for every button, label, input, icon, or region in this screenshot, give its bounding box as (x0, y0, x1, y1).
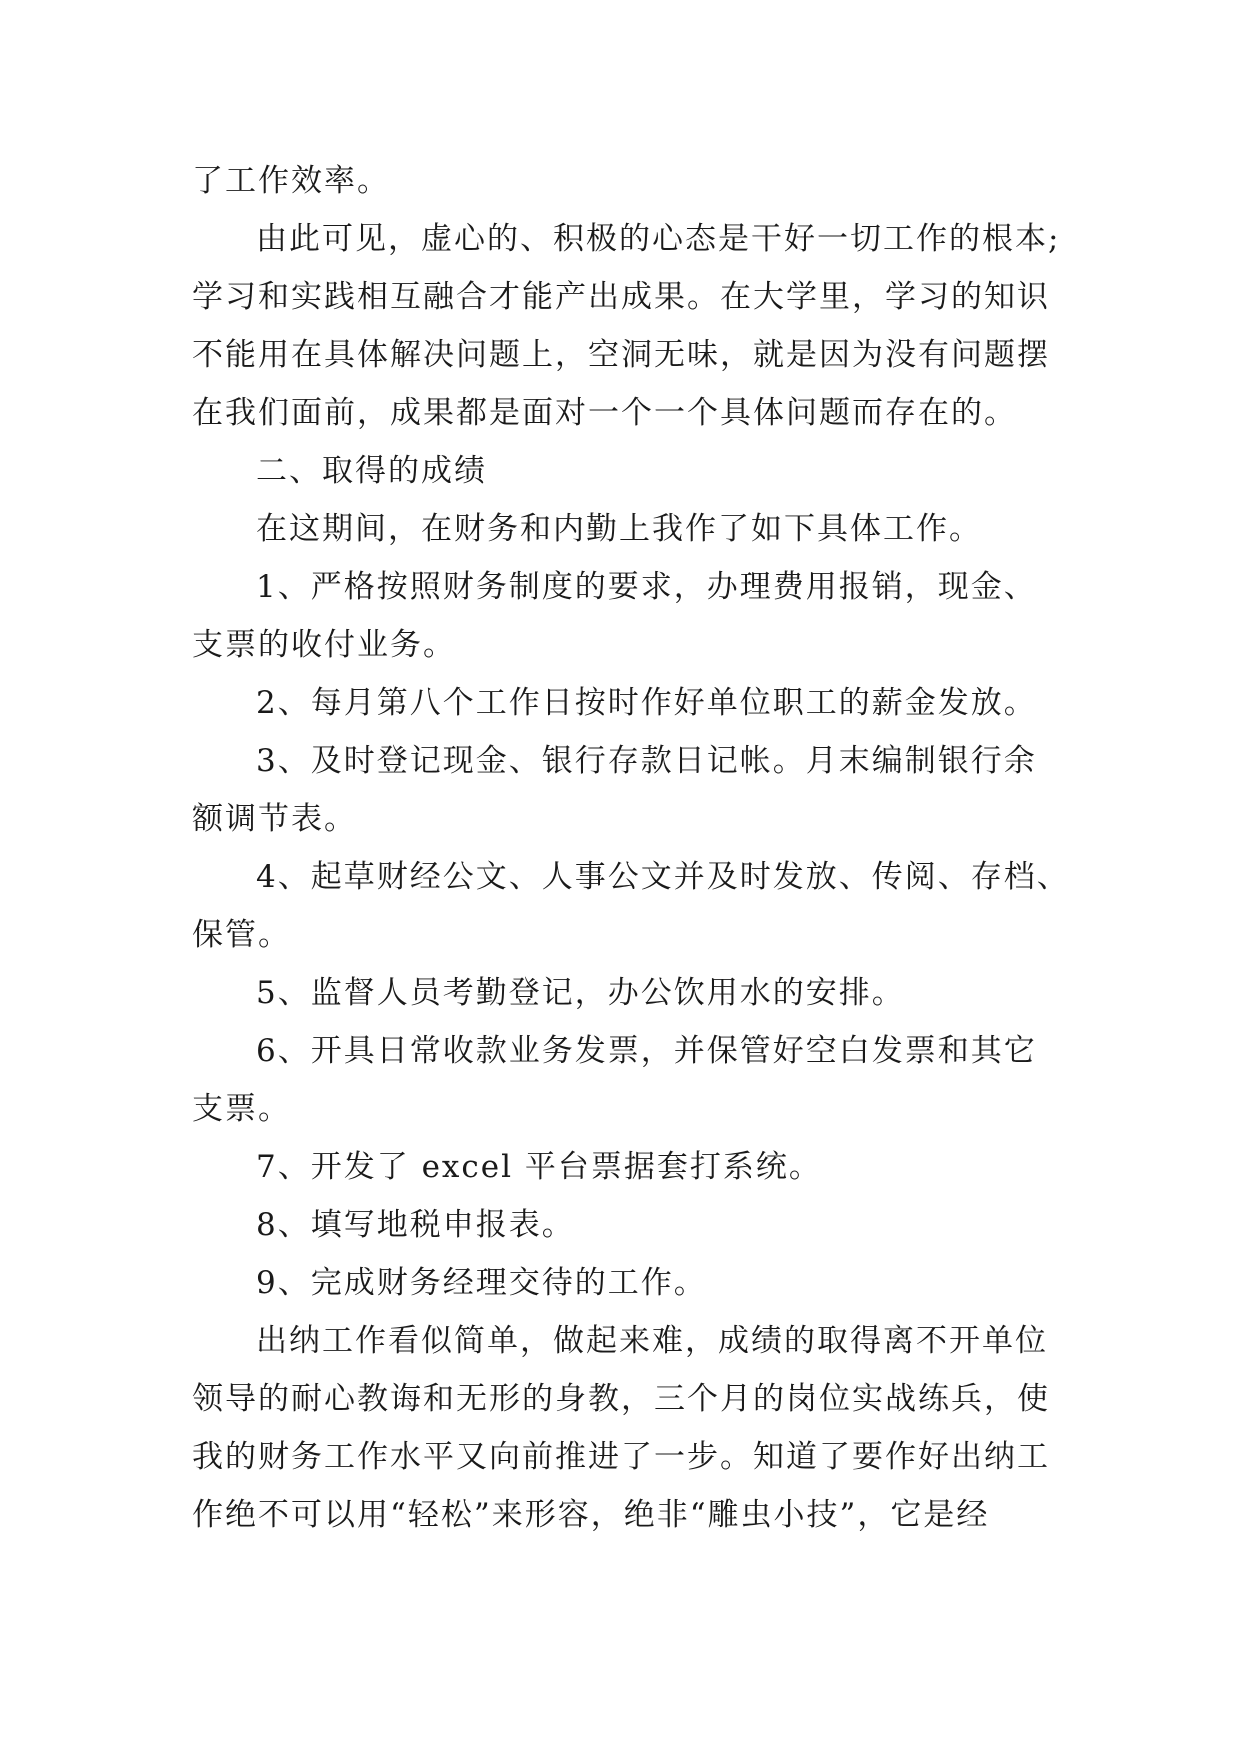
list-item: 7、开发了 excel 平台票据套打系统。 (256, 1149, 822, 1185)
text-line: 不能用在具体解决问题上，空洞无味，就是因为没有问题摆 (192, 337, 1050, 373)
text-line: 在我们面前，成果都是面对一个一个具体问题而存在的。 (192, 395, 1017, 431)
list-item: 1、严格按照财务制度的要求，办理费用报销，现金、 (256, 569, 1037, 605)
list-item: 2、每月第八个工作日按时作好单位职工的薪金发放。 (256, 685, 1037, 721)
list-item: 3、及时登记现金、银行存款日记帐。月末编制银行余 (256, 743, 1037, 779)
text-line: 在这期间，在财务和内勤上我作了如下具体工作。 (256, 511, 982, 547)
text-line: 作绝不可以用“轻松”来形容，绝非“雕虫小技”，它是经 (192, 1497, 990, 1533)
text-line: 由此可见，虚心的、积极的心态是干好一切工作的根本; (256, 221, 1061, 257)
text-line: 支票的收付业务。 (192, 627, 456, 663)
text-line: 学习和实践相互融合才能产出成果。在大学里，学习的知识 (192, 279, 1050, 315)
text-line: 我的财务工作水平又向前推进了一步。知道了要作好出纳工 (192, 1439, 1050, 1475)
text-line: 支票。 (192, 1091, 291, 1127)
section-heading: 二、取得的成绩 (256, 453, 487, 489)
text-line: 出纳工作看似简单，做起来难，成绩的取得离不开单位 (256, 1323, 1048, 1359)
text-line: 了工作效率。 (192, 163, 390, 199)
list-item: 4、起草财经公文、人事公文并及时发放、传阅、存档、 (256, 859, 1070, 895)
text-line: 保管。 (192, 917, 291, 953)
list-item: 8、填写地税申报表。 (256, 1207, 575, 1243)
document-body (192, 152, 1070, 1544)
text-line: 领导的耐心教诲和无形的身教，三个月的岗位实战练兵，使 (192, 1381, 1050, 1417)
list-item: 6、开具日常收款业务发票，并保管好空白发票和其它 (256, 1033, 1037, 1069)
list-item: 5、监督人员考勤登记，办公饮用水的安排。 (256, 975, 905, 1011)
list-item: 9、完成财务经理交待的工作。 (256, 1265, 707, 1301)
text-line: 额调节表。 (192, 801, 357, 837)
